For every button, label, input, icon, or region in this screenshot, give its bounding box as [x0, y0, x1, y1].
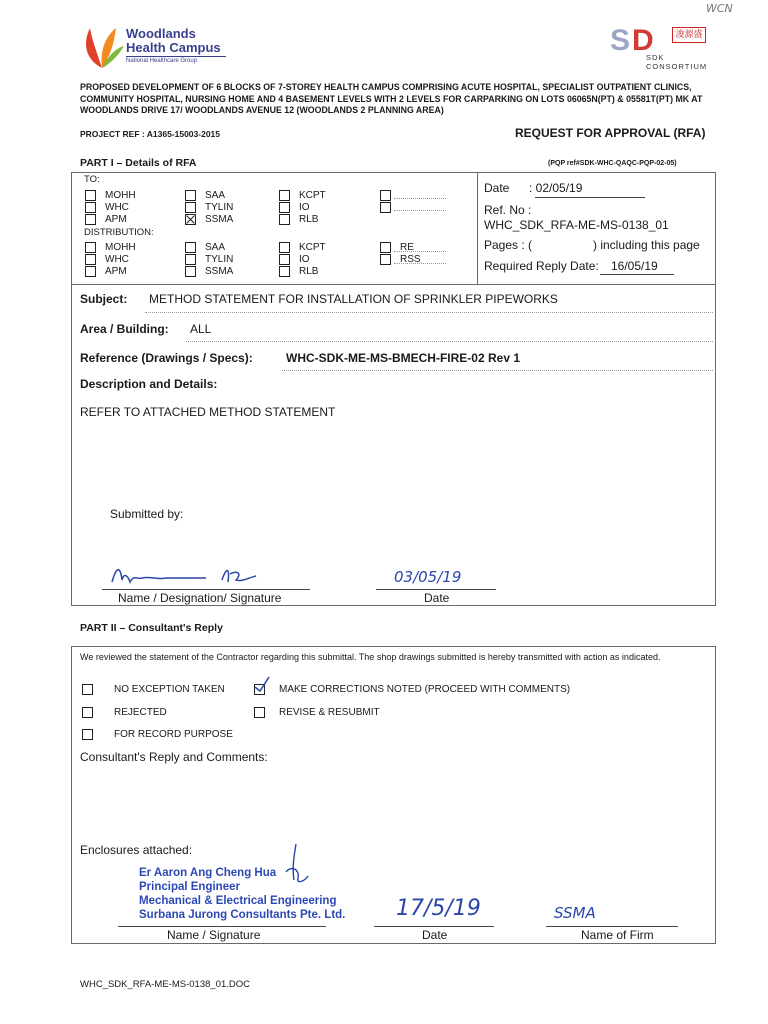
consultant-initial-signature	[282, 842, 312, 886]
subject-value: METHOD STATEMENT FOR INSTALLATION OF SPRINKLER PIPEWORKS	[149, 292, 558, 306]
doc-type: REQUEST FOR APPROVAL (RFA)	[515, 126, 706, 140]
corner-handwritten-note: WCN	[706, 2, 733, 15]
checkbox[interactable]	[85, 254, 96, 265]
reference-value: WHC-SDK-ME-MS-BMECH-FIRE-02 Rev 1	[286, 351, 521, 365]
checkbox[interactable]	[85, 214, 96, 225]
checked-checkbox[interactable]	[185, 214, 196, 225]
date-label: Date	[484, 181, 510, 195]
to-rlb[interactable]: RLB	[279, 214, 318, 226]
sdk-mark-icon	[610, 24, 672, 54]
stamp-line: Surbana Jurong Consultants Pte. Ltd.	[139, 909, 346, 921]
pages-label: Pages : (	[484, 238, 533, 252]
stamp-line: Mechanical & Electrical Engineering	[139, 895, 337, 907]
to-apm[interactable]: APM	[85, 214, 127, 226]
opt-make-corrections[interactable]: MAKE CORRECTIONS NOTED (PROCEED WITH COMMENTS)	[254, 684, 570, 696]
dist-rlb[interactable]: RLB	[279, 266, 318, 278]
handwritten-reply-date: 17/5/19	[396, 896, 481, 921]
checkbox[interactable]	[82, 729, 93, 740]
checkbox[interactable]	[279, 190, 290, 201]
checkbox[interactable]	[279, 242, 290, 253]
subject-label: Subject:	[80, 292, 128, 306]
submitted-by-label: Submitted by:	[110, 507, 184, 521]
pqp-ref: (PQP ref#SDK-WHC-QAQC-PQP-02-05)	[548, 160, 677, 167]
reference-label: Reference (Drawings / Specs):	[80, 351, 253, 365]
dist-kcpt[interactable]: KCPT	[279, 242, 326, 254]
checkbox[interactable]	[380, 202, 391, 213]
dist-whc[interactable]: WHC	[85, 254, 129, 266]
stamp-line: Principal Engineer	[139, 881, 240, 893]
dist-io[interactable]: IO	[279, 254, 310, 266]
checkbox[interactable]	[279, 214, 290, 225]
description-label: Description and Details:	[80, 377, 218, 391]
logo-line1: Woodlands	[126, 26, 196, 41]
name-designation-label: Name / Designation/ Signature	[118, 591, 282, 605]
description-value: REFER TO ATTACHED METHOD STATEMENT	[80, 405, 336, 419]
sdk-consortium-text: SDK CONSORTIUM	[646, 53, 708, 71]
area-label: Area / Building:	[80, 322, 169, 336]
logo-line2: Health Campus	[126, 40, 221, 55]
to-mohh[interactable]: MOHH	[85, 190, 136, 202]
distribution-label: DISTRIBUTION:	[84, 227, 154, 238]
checkbox[interactable]	[279, 254, 290, 265]
sdk-chinese-badge: 浚源盛	[672, 27, 706, 43]
to-saa[interactable]: SAA	[185, 190, 225, 202]
dist-mohh[interactable]: MOHH	[85, 242, 136, 254]
checkbox[interactable]	[380, 242, 391, 253]
to-ssma[interactable]: SSMA	[185, 214, 233, 226]
checkbox[interactable]	[82, 684, 93, 695]
review-statement: We reviewed the statement of the Contractor regarding this submittal. The shop drawings submitted is hereby transmitted with action as indicated.	[80, 652, 661, 662]
checkbox[interactable]	[85, 190, 96, 201]
dist-rss[interactable]: RSS	[380, 254, 421, 266]
to-whc[interactable]: WHC	[85, 202, 129, 214]
leaf-logo-icon	[80, 22, 124, 70]
checkbox[interactable]	[380, 190, 391, 201]
checkbox[interactable]	[85, 202, 96, 213]
footer-filename: WHC_SDK_RFA-ME-MS-0138_01.DOC	[80, 979, 250, 990]
dist-saa[interactable]: SAA	[185, 242, 225, 254]
checkbox[interactable]	[185, 190, 196, 201]
engineer-stamp	[139, 866, 345, 922]
logo-tagline: National Healthcare Group	[126, 58, 198, 64]
checkbox[interactable]	[185, 266, 196, 277]
checkbox[interactable]	[82, 707, 93, 718]
checkbox[interactable]	[85, 266, 96, 277]
to-label: TO:	[84, 174, 100, 185]
pages-suffix: ) including this page	[593, 238, 700, 252]
dist-apm[interactable]: APM	[85, 266, 127, 278]
dist-ssma[interactable]: SSMA	[185, 266, 233, 278]
svg-text:D: D	[632, 24, 654, 54]
checkbox[interactable]	[254, 707, 265, 718]
to-blank-1[interactable]	[380, 190, 391, 202]
opt-rejected[interactable]: REJECTED	[82, 707, 167, 719]
project-ref: PROJECT REF : A1365-15003-2015	[80, 129, 221, 139]
firm-label: Name of Firm	[581, 928, 654, 942]
reply-value: 16/05/19	[611, 259, 658, 273]
check-mark-icon	[253, 675, 271, 693]
checkbox[interactable]	[185, 242, 196, 253]
checkbox[interactable]	[279, 266, 290, 277]
handwritten-submit-date: 03/05/19	[394, 568, 462, 586]
handwritten-signature	[110, 562, 280, 590]
part1-title: PART I – Details of RFA	[80, 157, 197, 169]
to-blank-2[interactable]	[380, 202, 391, 214]
date-value: : 02/05/19	[529, 181, 583, 195]
checkbox[interactable]	[279, 202, 290, 213]
opt-revise[interactable]: REVISE & RESUBMIT	[254, 707, 380, 719]
svg-text:S: S	[610, 24, 631, 54]
checkbox[interactable]	[185, 202, 196, 213]
reply-comments-label: Consultant's Reply and Comments:	[80, 750, 268, 764]
project-title: PROPOSED DEVELOPMENT OF 6 BLOCKS OF 7-STOREY HEALTH CAMPUS COMPRISING ACUTE HOSPITAL, SPECIALIST OUTPATIENT CLINICS, COMMUNITY HOSPITAL, NURSING HOME AND 4 BASEMENT LEVELS WITH 2 LEVELS FOR CARPARKING ON LOTS 06065N(PT) & 05581T(PT) MK AT WOODLANDS DRIVE 17/ WOODLANDS AVENUE 12 (WOODLANDS 2 PLANNING AREA)	[80, 82, 703, 115]
part2-date-label: Date	[422, 928, 448, 942]
reply-label: Required Reply Date:	[484, 259, 599, 273]
to-io[interactable]: IO	[279, 202, 310, 214]
refno-value: WHC_SDK_RFA-ME-MS-0138_01	[484, 218, 669, 232]
area-value: ALL	[190, 322, 212, 336]
sdk-logo	[610, 24, 720, 71]
dist-tylin[interactable]: TYLIN	[185, 254, 233, 266]
checkbox[interactable]	[85, 242, 96, 253]
stamp-line: Er Aaron Ang Cheng Hua	[139, 867, 277, 879]
opt-no-exception[interactable]: NO EXCEPTION TAKEN	[82, 684, 225, 696]
date-caption: Date	[424, 591, 450, 605]
part2-title: PART II – Consultant's Reply	[80, 622, 223, 634]
opt-record[interactable]: FOR RECORD PURPOSE	[82, 729, 233, 741]
name-signature-label: Name / Signature	[167, 928, 261, 942]
to-kcpt[interactable]: KCPT	[279, 190, 326, 202]
to-tylin[interactable]: TYLIN	[185, 202, 233, 214]
woodlands-logo	[80, 22, 250, 72]
checkbox[interactable]	[380, 254, 391, 265]
enclosures-label: Enclosures attached:	[80, 843, 193, 857]
checkbox[interactable]	[185, 254, 196, 265]
refno-label: Ref. No :	[484, 203, 532, 217]
dist-re[interactable]: RE	[380, 242, 414, 254]
handwritten-firm: SSMA	[554, 904, 596, 922]
